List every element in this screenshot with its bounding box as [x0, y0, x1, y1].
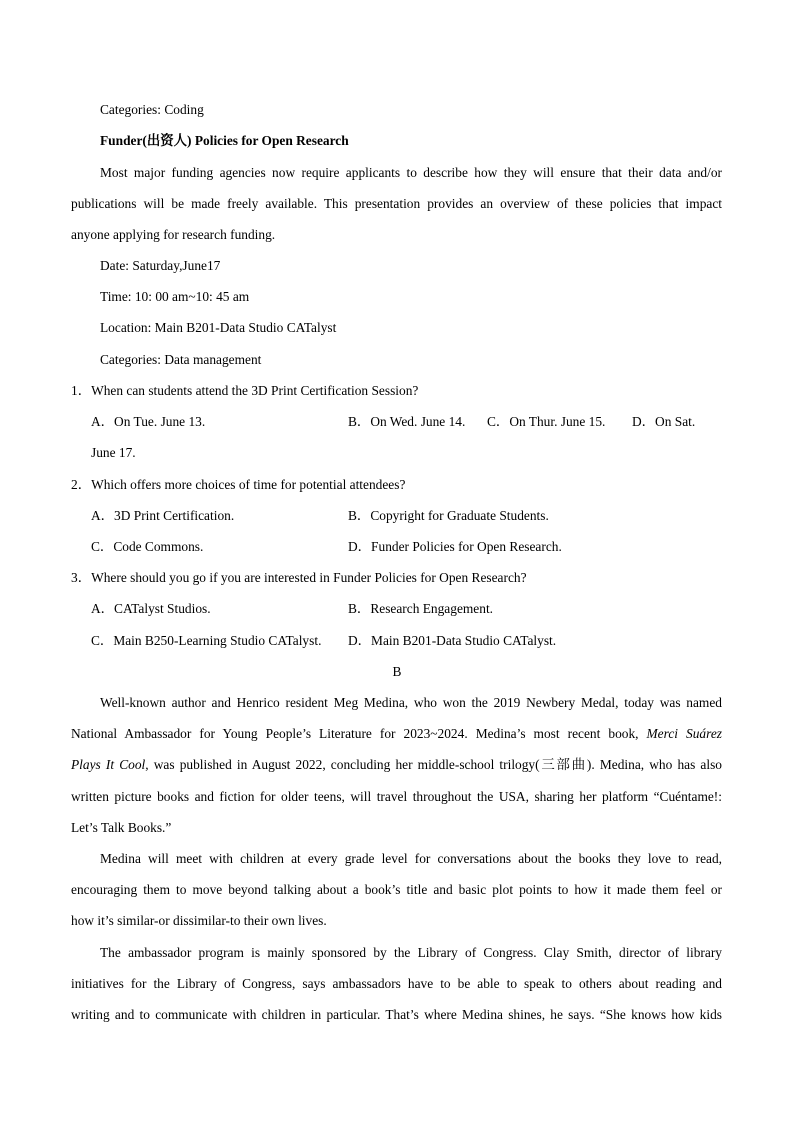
paragraph-line: written picture books and fiction for older teens, will travel throughout the USA, sharing her platform “Cuéntame!:	[71, 789, 722, 804]
option-c: C．Main B250-Learning Studio CATalyst.	[91, 633, 322, 648]
question-stem: 1．When can students attend the 3D Print Certification Session?	[71, 383, 419, 398]
event-date: Date: Saturday,June17	[100, 258, 221, 273]
option-d: D．On Sat.	[632, 414, 696, 429]
funder-title: Funder(出资人) Policies for Open Research	[100, 133, 349, 148]
option-a: A．On Tue. June 13.	[91, 414, 206, 429]
option-d: D．Main B201-Data Studio CATalyst.	[348, 633, 557, 648]
section-heading: B	[392, 664, 402, 679]
book-title-part: Merci Suárez	[646, 726, 722, 741]
categories-data: Categories: Data management	[100, 352, 262, 367]
text-span: National Ambassador for Young People’s Literature for 2023~2024. Medina’s most recent book,	[71, 726, 647, 741]
option-a: A．3D Print Certification.	[91, 508, 235, 523]
option-b: B．Copyright for Graduate Students.	[348, 508, 549, 523]
paragraph-line: Well-known author and Henrico resident Meg Medina, who won the 2019 Newbery Medal, today was named	[100, 695, 722, 710]
option-a: A．CATalyst Studios.	[91, 601, 211, 616]
event-location: Location: Main B201-Data Studio CATalyst	[100, 320, 337, 335]
paragraph-line: Let’s Talk Books.”	[71, 820, 172, 835]
paragraph-line: encouraging them to move beyond talking about a book’s title and basic plot points to how it made them feel or	[71, 882, 722, 897]
option-d-continuation: June 17.	[91, 445, 136, 460]
paragraph-line: The ambassador program is mainly sponsored by the Library of Congress. Clay Smith, director of library	[100, 945, 722, 960]
option-b: B．On Wed. June 14.	[348, 414, 466, 429]
paragraph-line	[71, 726, 722, 742]
paragraph-line	[71, 757, 722, 773]
text-span: , was published in August 2022, concluding her middle-school trilogy(三部曲). Medina, who has also	[145, 757, 722, 772]
categories-coding: Categories: Coding	[100, 102, 204, 117]
paragraph-line: initiatives for the Library of Congress, says ambassadors have to be able to speak to others about reading and	[71, 976, 722, 991]
funder-desc-line: publications will be made freely available. This presentation provides an overview of these policies that impact	[71, 196, 722, 211]
book-title-part: Plays It Cool	[71, 757, 146, 772]
funder-desc-line: anyone applying for research funding.	[71, 227, 276, 242]
option-b: B．Research Engagement.	[348, 601, 494, 616]
option-c: C．Code Commons.	[91, 539, 204, 554]
paragraph-line: writing and to communicate with children in particular. That’s where Medina shines, he says. “She knows how kids	[71, 1007, 722, 1022]
question-stem: 2．Which offers more choices of time for potential attendees?	[71, 477, 406, 492]
paragraph-line: Medina will meet with children at every grade level for conversations about the books they love to read,	[100, 851, 722, 866]
paragraph-line: how it’s similar-or dissimilar-to their own lives.	[71, 913, 327, 928]
option-c: C．On Thur. June 15.	[487, 414, 606, 429]
funder-desc-line: Most major funding agencies now require applicants to describe how they will ensure that their data and/or	[100, 165, 722, 180]
question-stem: 3．Where should you go if you are interested in Funder Policies for Open Research?	[71, 570, 527, 585]
option-d: D．Funder Policies for Open Research.	[348, 539, 562, 554]
event-time: Time: 10: 00 am~10: 45 am	[100, 289, 250, 304]
